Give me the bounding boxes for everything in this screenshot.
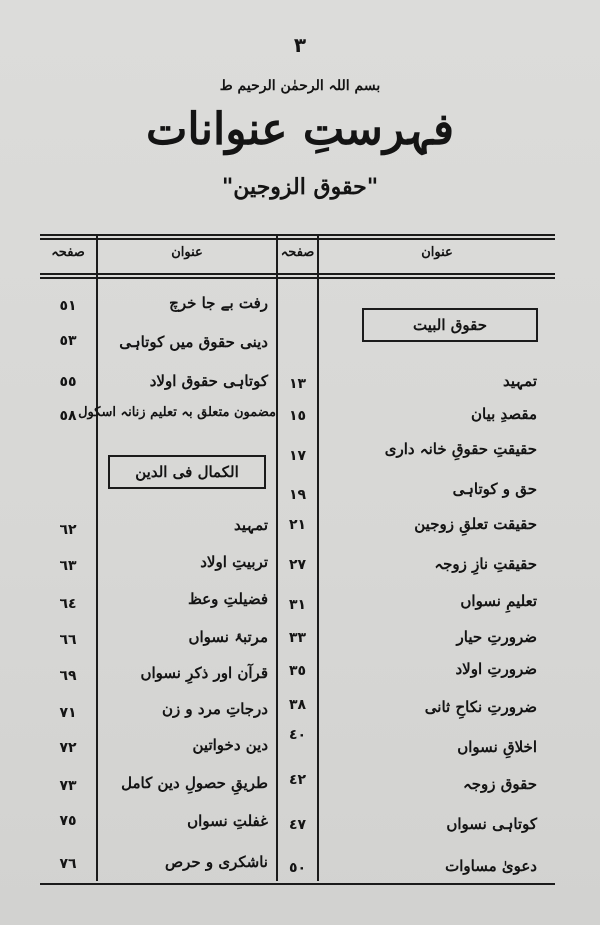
entry-page: ١٧ [288, 448, 307, 464]
entry-title: مقصدِ بیان [470, 405, 537, 423]
toc-entry [98, 664, 268, 696]
entry-page: ١٩ [288, 487, 307, 503]
entry-title: طریقِ حصولِ دین کامل [121, 774, 268, 792]
toc-entry [78, 405, 276, 437]
header-right-page: صفحہ [280, 245, 315, 260]
toc-entry [319, 372, 537, 404]
table-top-rule [40, 234, 555, 240]
entry-page: ٢٧ [288, 557, 307, 573]
page-title: فہرستِ عنوانات [145, 104, 455, 155]
entry-title: ضرورتِ حیار [456, 628, 537, 646]
entry-title: ضرورتِ نکاحِ ثانی [424, 698, 537, 716]
toc-entry [319, 405, 537, 437]
entry-title: تربیتِ اولاد [200, 553, 268, 571]
entry-title: حقیقتِ نازِ زوجہ [434, 555, 537, 573]
page-subtitle: "حقوق الزوجین" [221, 174, 379, 200]
toc-entry [98, 700, 268, 732]
entry-title: قرآن اور ذکرِ نسواں [140, 664, 268, 682]
header-right-title: عنوان [421, 245, 453, 260]
entry-page: ٥٥ [59, 374, 77, 390]
entry-title: دعویٰ مساوات [445, 857, 537, 875]
entry-title: حق و کوتاہی [452, 480, 537, 498]
entry-page: ١٥ [288, 408, 307, 424]
entry-page: ٣٨ [288, 697, 307, 713]
entry-title: تمہید [502, 372, 537, 390]
toc-entry [319, 775, 537, 807]
entry-page: ٧١ [59, 705, 77, 721]
toc-entry [98, 516, 268, 548]
entry-page: ٥٨ [59, 408, 77, 424]
toc-entry [98, 294, 268, 326]
toc-entry [319, 555, 537, 587]
entry-page: ٤٧ [288, 817, 307, 833]
entry-page: ٣١ [288, 597, 307, 613]
toc-entry [319, 660, 537, 692]
entry-title: تمہید [233, 516, 268, 534]
entry-page: ٦٤ [59, 596, 77, 612]
table-header-rule [40, 273, 555, 279]
toc-entry [319, 857, 537, 889]
entry-page: ١٣ [288, 376, 307, 392]
toc-entry [98, 853, 268, 885]
header-left-title: عنوان [171, 245, 203, 260]
entry-title: تعلیمِ نسواں [460, 592, 537, 610]
entry-title: فضیلتِ وعظ [187, 590, 268, 608]
bismillah: بسم اللہ الرحمٰن الرحیم ط [219, 78, 381, 94]
entry-page: ٤٢ [288, 772, 307, 788]
entry-page: ٢١ [288, 517, 307, 533]
entry-page: ٥٠ [288, 860, 307, 876]
entry-page: ٧٢ [59, 740, 77, 756]
entry-page: ٦٢ [59, 522, 77, 538]
toc-entry [319, 815, 537, 847]
entry-title: مرتبۂ نسواں [188, 628, 268, 646]
entry-title: درجاتِ مرد و زن [161, 700, 268, 718]
entry-page: ٧٦ [59, 856, 77, 872]
entry-title: حقیقت تعلقِ زوجین [414, 515, 537, 533]
entry-title: رفت بے جا خرچ [169, 294, 268, 312]
entry-title: مضمون متعلق بہ تعلیم زنانہ اسکول [78, 405, 276, 420]
entry-page: ٧٣ [59, 778, 77, 794]
toc-entry [319, 592, 537, 624]
entry-page: ٦٦ [59, 632, 77, 648]
entry-title: غفلتِ نسواں [187, 812, 268, 830]
entry-page: ٧٥ [59, 813, 77, 829]
toc-entry [98, 553, 268, 585]
header-left-page: صفحہ [51, 245, 85, 260]
toc-entry [98, 333, 268, 365]
toc-entry [319, 515, 537, 547]
toc-entry [319, 628, 537, 660]
toc-entry [98, 590, 268, 622]
toc-entry [98, 812, 268, 844]
entry-page: ٥٣ [59, 333, 77, 349]
entry-title: حقوق زوجہ [462, 775, 537, 793]
toc-entry [98, 628, 268, 660]
entry-page: ٣٥ [288, 663, 307, 679]
entry-title: ناشکری و حرص [165, 853, 268, 871]
entry-page: ٣٣ [288, 630, 307, 646]
entry-title: اخلاقِ نسواں [457, 738, 537, 756]
entry-title: کوتاہی حقوق اولاد [149, 372, 268, 390]
toc-entry [319, 480, 537, 512]
entry-title: حقیقتِ حقوقِ خانہ داری [384, 440, 537, 458]
toc-entry [319, 440, 537, 472]
entry-page: ٦٩ [59, 668, 77, 684]
entry-title: ضرورتِ اولاد [455, 660, 537, 678]
toc-entry [98, 736, 268, 768]
toc-entry [98, 774, 268, 806]
section-heading-al-kamal-fid-din: الکمال فی الدین [108, 455, 266, 489]
entry-page: ٥١ [59, 298, 77, 314]
entry-title: کوتاہی نسواں [446, 815, 537, 833]
entry-title: دین دخواتین [192, 736, 268, 754]
page-number: ٣ [293, 33, 307, 57]
entry-page: ٦٣ [59, 558, 77, 574]
toc-entry [98, 372, 268, 404]
section-heading-huquq-al-bait: حقوق البیت [362, 308, 538, 342]
entry-page: ٤٠ [288, 727, 307, 743]
toc-entry [319, 698, 537, 730]
toc-entry [319, 738, 537, 770]
entry-title: دینی حقوق میں کوتاہی [119, 333, 268, 351]
